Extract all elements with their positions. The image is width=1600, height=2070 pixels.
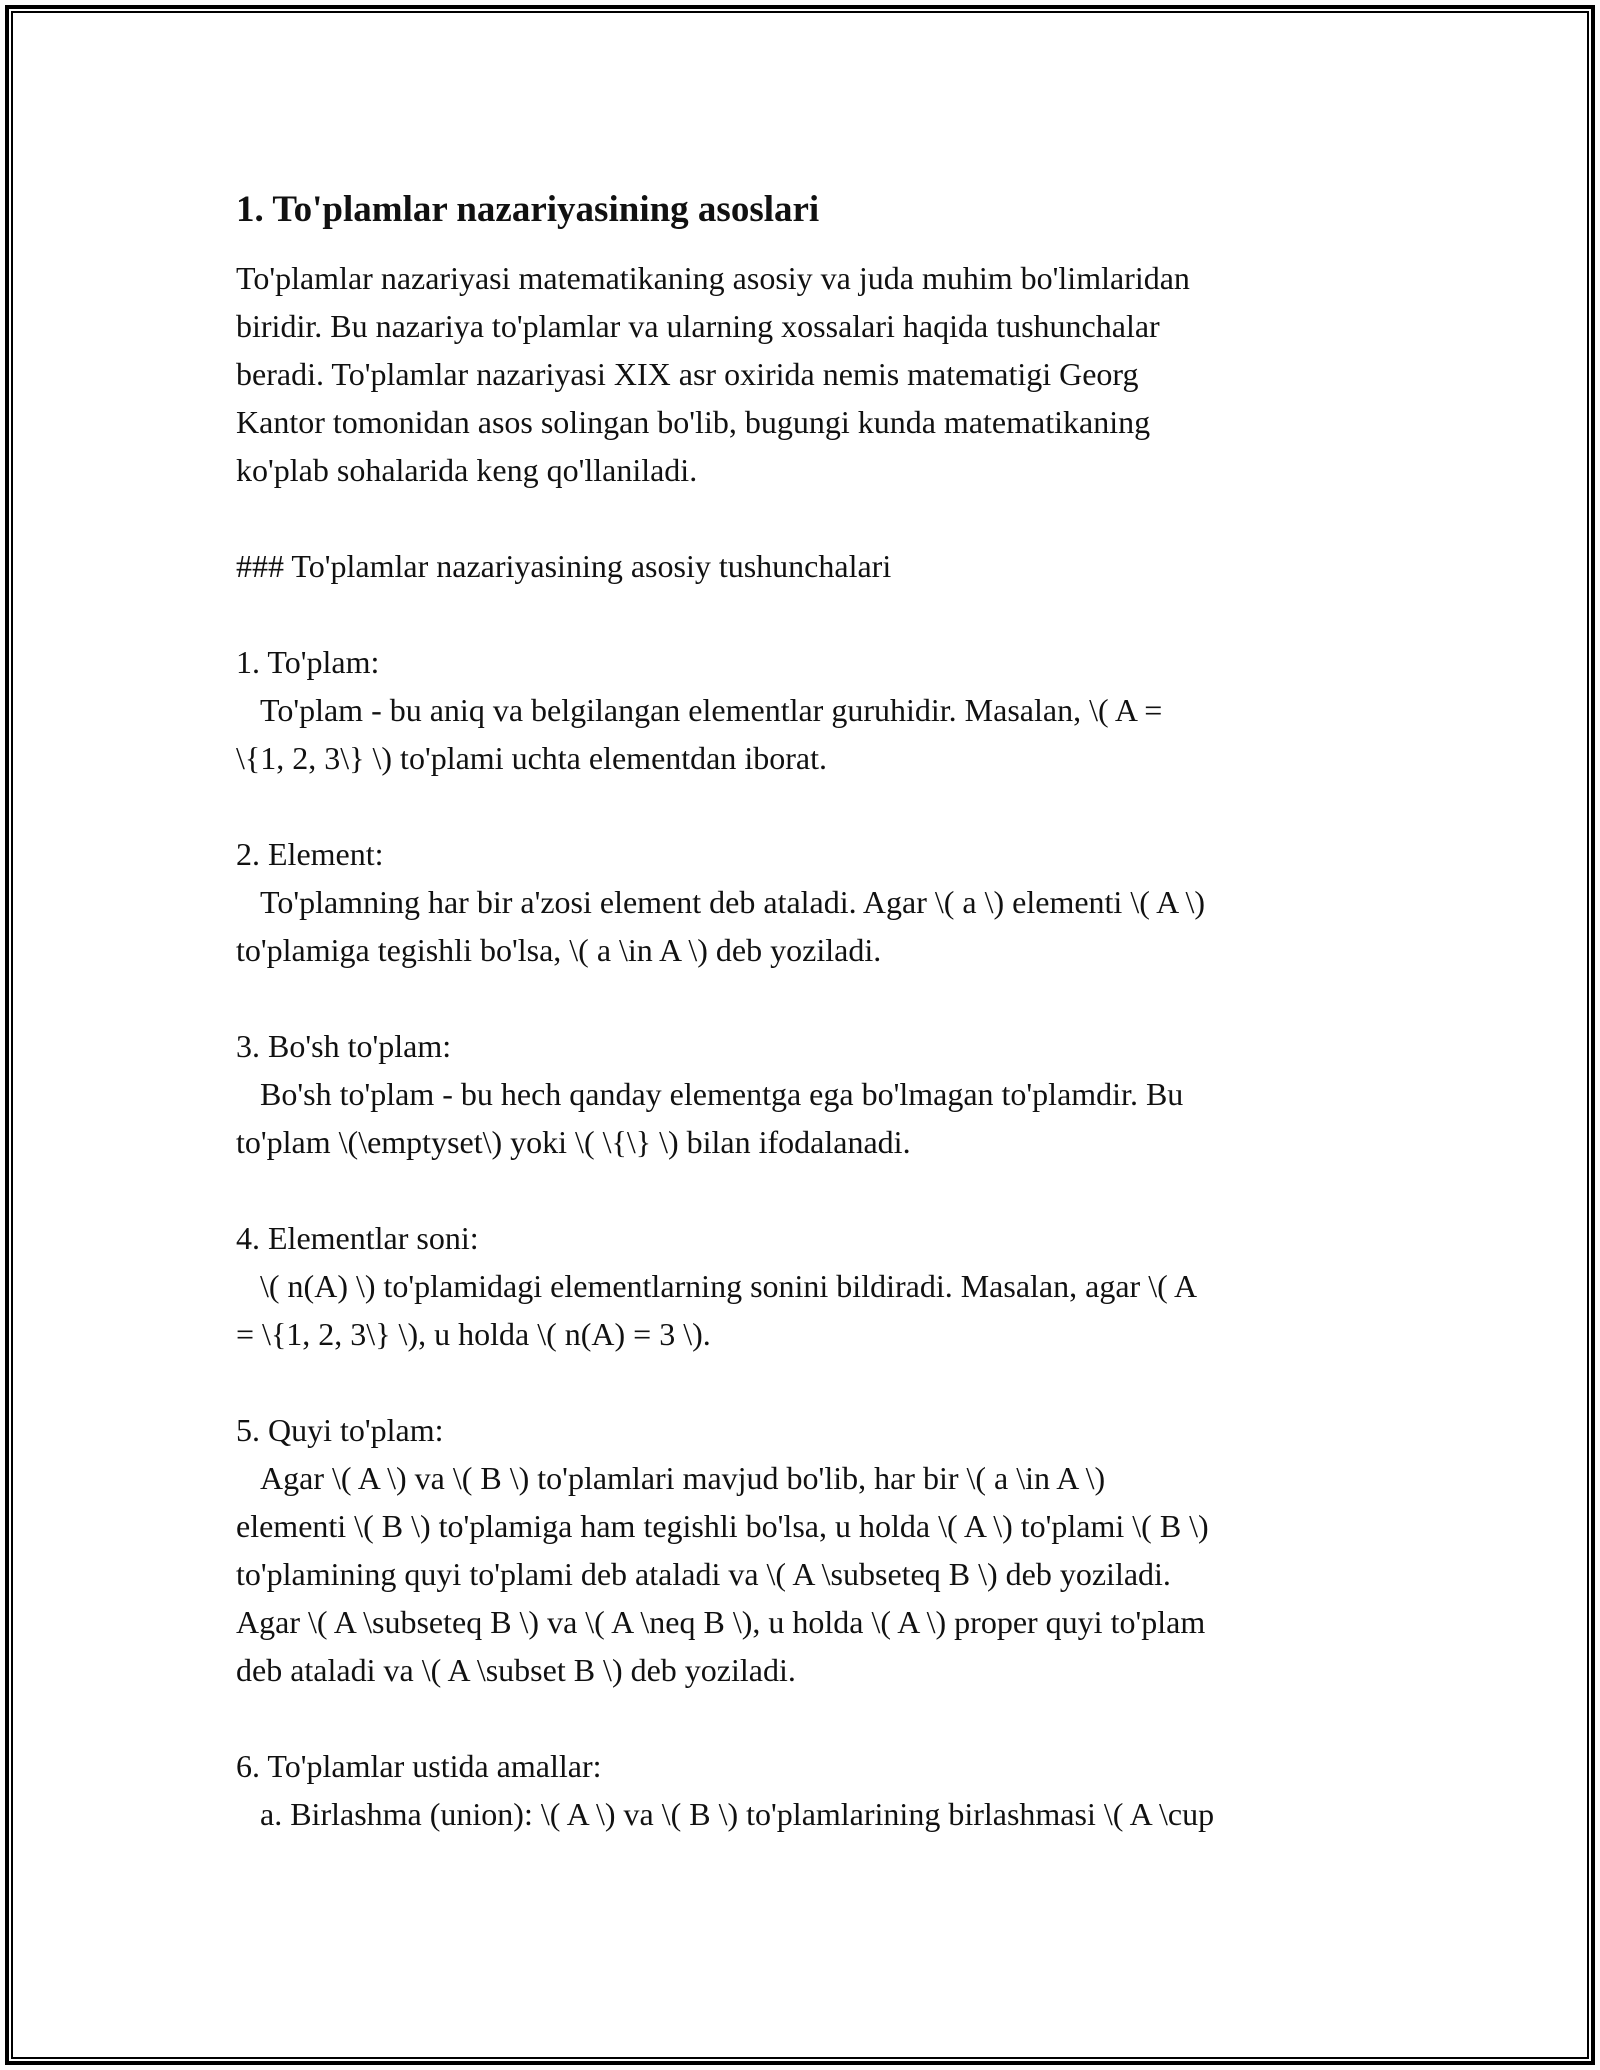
- document-title: 1. To'plamlar nazariyasining asoslari: [236, 189, 820, 230]
- document-text: To'plamlar nazariyasi matematikaning asosiy va juda muhim bo'limlaridan biridir. Bu nazariya to'plamlar va ularning xossalari haqida tushunchalar beradi. To'plamlar nazariyasi XIX asr oxirida nemis matematigi Georg Kantor tomonidan asos solingan bo'lib, bugungi kunda matematikaning ko'plab sohalarida keng qo'llaniladi. ### To'plamlar nazariyasining asosiy tushunchalari 1. To'plam: To'plam - bu aniq va belgilangan elementlar guruhidir. Masalan, \( A = \{1, 2, 3\} \) to'plami uchta elementdan iborat. 2. Element: To'plamning har bir a'zosi element deb ataladi. Agar \( a \) elementi \( A \) to'plamiga tegishli bo'lsa, \( a \in A \) deb yoziladi. 3. Bo'sh to'plam: Bo'sh to'plam - bu hech qanday elementga ega bo'lmagan to'plamdir. Bu to'plam \(\emptyset\) yoki \( \{\} \) bilan ifodalanadi. 4. Elementlar soni: \( n(A) \) to'plamidagi elementlarning sonini bildiradi. Masalan, agar \( A = \{1, 2, 3\} \), u holda \( n(A) = 3 \). 5. Quyi to'plam: Agar \( A \) va \( B \) to'plamlari mavjud bo'lib, har bir \( a \in A \) elementi \( B \) to'plamiga ham tegishli bo'lsa, u holda \( A \) to'plami \( B \) to'plamining quyi to'plami deb ataladi va \( A \subseteq B \) deb yoziladi. Agar \( A \subseteq B \) va \( A \neq B \), u holda \( A \) proper quyi to'plam deb ataladi va \( A \subset B \) deb yoziladi. 6. To'plamlar ustida amallar: a. Birlashma (union): \( A \) va \( B \) to'plamlarining birlashmasi \( A \cup: [236, 260, 1215, 1832]
- document-body: [236, 186, 1376, 1838]
